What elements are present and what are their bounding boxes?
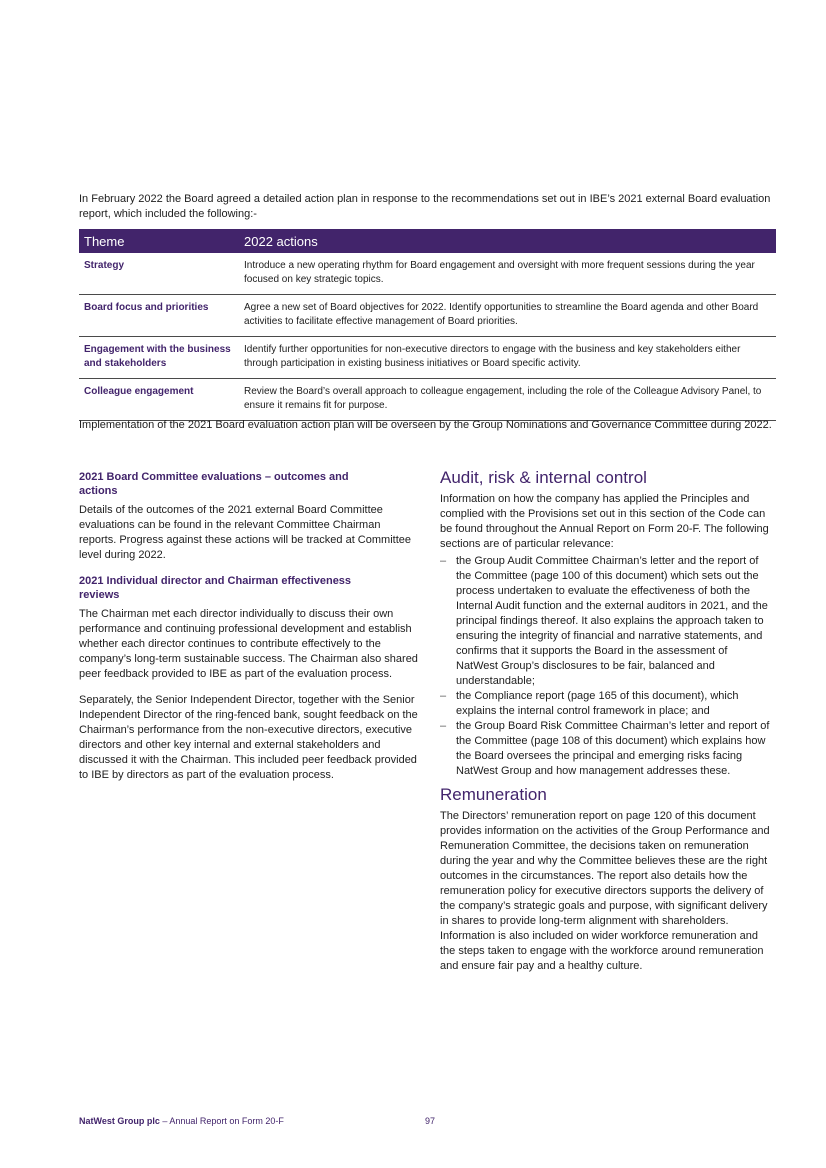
senior-director-text: Separately, the Senior Independent Director, together with the Senior Independent Director of the ring-fenced bank, sought feedback on the Chairman’s performance from the non-executive directors, executive directors and other key internal and external stakeholders and discussed it with the Chairman. This included peer feedback provided to IBE by directors as part of the evaluation process. bbox=[79, 694, 418, 781]
table-row bbox=[79, 253, 776, 295]
implementation-paragraph: Implementation of the 2021 Board evaluation action plan will be overseen by the Group Nominations and Governance Committee during 2022. bbox=[79, 419, 772, 431]
footer-document-title: Annual Report on Form 20-F bbox=[169, 1116, 284, 1126]
page-footer bbox=[79, 1115, 284, 1127]
audit-intro-text: Information on how the company has applied the Principles and complied with the Provisions set out in this section of the Code can be found throughout the Annual Report on Form 20-F. The following sections are of particular relevance: bbox=[440, 493, 769, 550]
table-row bbox=[79, 295, 776, 337]
bullet-text: the Compliance report (page 165 of this document), which explains the internal control framework in place; and bbox=[456, 690, 739, 717]
committee-evaluations-text: Details of the outcomes of the 2021 external Board Committee evaluations can be found in the relevant Committee Chairman reports. Progress against these actions will be tracked at Committee level during 2022. bbox=[79, 504, 411, 561]
table-row bbox=[79, 379, 776, 421]
list-item bbox=[440, 719, 770, 779]
committee-evaluations-heading: 2021 Board Committee evaluations – outcomes and actions bbox=[79, 471, 349, 497]
audit-heading: Audit, risk & internal control bbox=[440, 468, 647, 487]
action-cell: Agree a new set of Board objectives for 2022. Identify opportunities to streamline the Board agenda and other Board activities to facilitate effective management of Board priorities. bbox=[239, 295, 776, 337]
action-cell: Identify further opportunities for non-executive directors to engage with the business and key stakeholders either through participation in existing business initiatives or Board specific activity. bbox=[239, 337, 776, 379]
theme-cell: Strategy bbox=[79, 253, 239, 295]
page-number: 97 bbox=[425, 1116, 436, 1126]
theme-cell: Colleague engagement bbox=[79, 379, 239, 421]
table-row bbox=[79, 337, 776, 379]
list-item bbox=[440, 689, 770, 719]
bullet-text: the Group Board Risk Committee Chairman’s letter and report of the Committee (page 108 of this document) which explains how the Board oversees the principal and emerging risks facing NatWest Group and how management addresses these. bbox=[456, 720, 770, 777]
header-theme: Theme bbox=[79, 229, 239, 253]
bullet-text: the Group Audit Committee Chairman’s letter and the report of the Committee (page 100 of this document) which sets out the process undertaken to evaluate the effectiveness of both the Internal Audit function and the external auditors in 2021, and the principal findings thereof. It also explains the approach taken to ensuring the integrity of financial and narrative statements, and confirms that it supports the Board in the assessment of NatWest Group’s disclosures to be fair, balanced and understandable; bbox=[456, 555, 768, 687]
header-actions: 2022 actions bbox=[239, 229, 776, 253]
intro-paragraph: In February 2022 the Board agreed a detailed action plan in response to the recommendations set out in IBE’s 2021 external Board evaluation report, which included the following:- bbox=[79, 193, 771, 220]
action-cell: Introduce a new operating rhythm for Board engagement and oversight with more frequent sessions during the year focused on key strategic topics. bbox=[239, 253, 776, 295]
action-cell: Review the Board’s overall approach to colleague engagement, including the role of the Colleague Advisory Panel, to ensure it remains fit for purpose. bbox=[239, 379, 776, 421]
theme-cell: Board focus and priorities bbox=[79, 295, 239, 337]
left-column bbox=[79, 470, 419, 794]
footer-separator: – bbox=[159, 1116, 170, 1126]
theme-cell: Engagement with the business and stakeholders bbox=[79, 337, 239, 379]
right-column bbox=[440, 468, 770, 974]
list-item bbox=[440, 554, 770, 689]
action-plan-table bbox=[79, 229, 776, 421]
dash-bullet: – bbox=[440, 720, 447, 732]
dash-bullet: – bbox=[440, 690, 447, 702]
individual-reviews-heading: 2021 Individual director and Chairman effectiveness reviews bbox=[79, 575, 352, 601]
remuneration-heading: Remuneration bbox=[440, 785, 547, 804]
remuneration-text: The Directors’ remuneration report on page 120 of this document provides information on the activities of the Group Performance and Remuneration Committee, the decisions taken on remuneration during the year and why the Committee believes these are the right outcomes in the circumstances. The report also details how the remuneration policy for executive directors supports the delivery of the company’s strategic goals and purpose, with significant delivery in shares to provide long-term alignment with shareholders. Information is also included on wider workforce remuneration and the steps taken to engage with the workforce around remuneration and ensure fair pay and a healthy culture. bbox=[440, 810, 770, 972]
table-header-row bbox=[79, 229, 776, 253]
audit-bullet-list bbox=[440, 554, 770, 779]
footer-brand: NatWest Group plc bbox=[79, 1116, 160, 1126]
individual-reviews-text: The Chairman met each director individually to discuss their own performance and continuing professional development and establish whether each director continues to contribute effectively to the company’s long-term sustainable success. The Chairman also shared peer feedback provided to IBE as part of the evaluation process. bbox=[79, 608, 418, 680]
dash-bullet: – bbox=[440, 555, 447, 567]
